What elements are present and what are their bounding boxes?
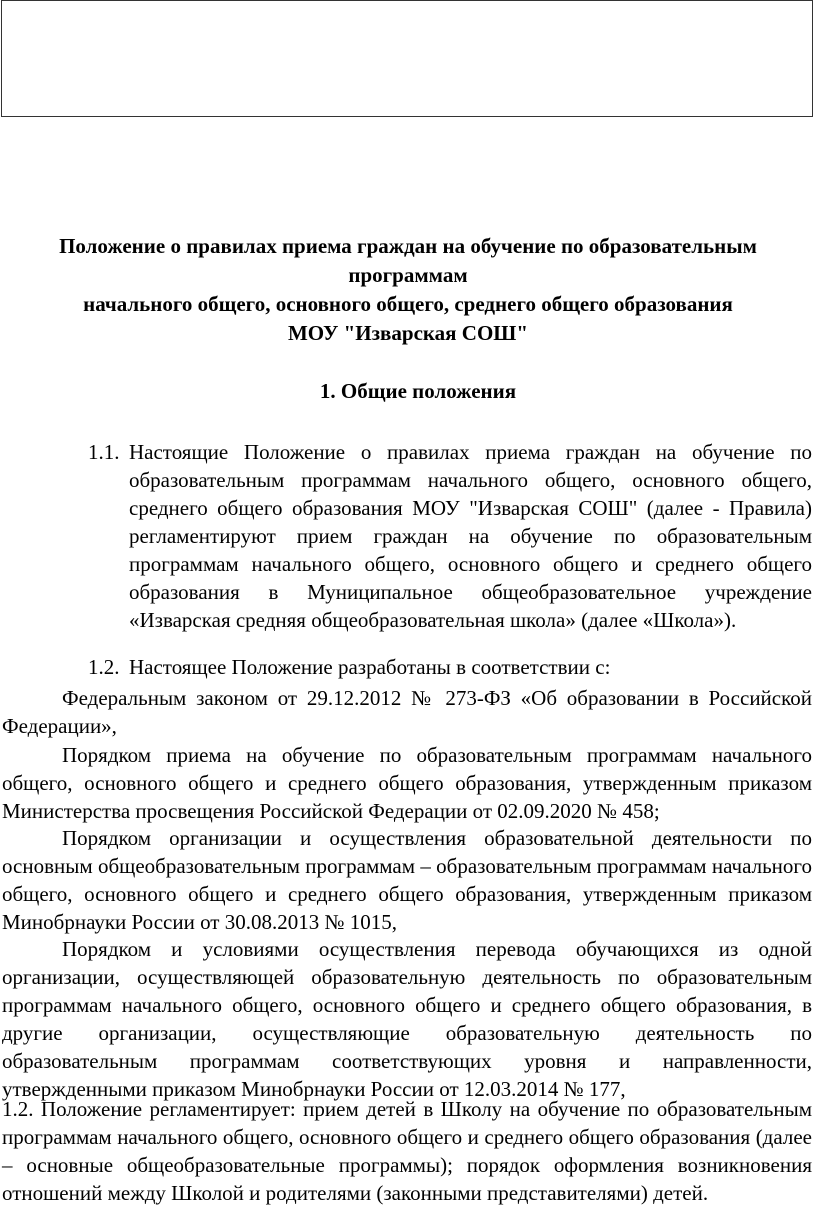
item-number: 1.2. bbox=[88, 655, 120, 679]
paragraph: Федеральным законом от 29.12.2012 № 273-ФЗ «Об образовании в Российской Федерации», bbox=[2, 686, 812, 738]
title-line: МОУ "Изварская СОШ" bbox=[287, 321, 529, 345]
section-heading: 1. Общие положения bbox=[319, 379, 517, 403]
title-line: программам bbox=[348, 263, 468, 287]
title-line: начального общего, основного общего, среднего общего образования bbox=[83, 292, 733, 316]
item-1-2-text: Настоящее Положение разработаны в соответствии с: bbox=[129, 655, 611, 679]
item-1-1-text: Настоящие Положение о правилах приема граждан на обучение по образовательным программам начального общего, основного общего, среднего общего образования МОУ "Изварская СОШ" (далее - Правила) регламентируют прием граждан на обучение по образовательным программам начального общего, основного общего и среднего общего образования в Муниципальное общеобразовательное учреждение «Изварская средняя общеобразовательная школа» (далее «Школа»). bbox=[129, 440, 812, 632]
paragraph: 1.2. Положение регламентирует: прием детей в Школу на обучение по образовательным программам начального общего, основного общего и среднего общего образования (далее – основные общеобразовательные программы); порядок оформления возникновения отношений между Школой и родителями (законными представителями) детей. bbox=[2, 1097, 812, 1205]
title-line: Положение о правилах приема граждан на обучение по образовательным bbox=[59, 234, 757, 258]
paragraph: Порядком приема на обучение по образовательным программам начального общего, основного общего и среднего общего образования, утвержденным приказом Министерства просвещения Российской Федерации от 02.09.2020 № 458; bbox=[2, 743, 812, 823]
item-number: 1.1. bbox=[88, 440, 120, 464]
document-title bbox=[0, 232, 816, 348]
paragraph: Порядком и условиями осуществления перевода обучающихся из одной организации, осуществляющей образовательную деятельность по образовательным программам начального общего, основного общего и среднего общего образования, в другие организации, осуществляющие образовательную деятельность по образовательным программам соответствующих уровня и направленности, утвержденными приказом Минобрнауки России от 12.03.2014 № 177, bbox=[2, 937, 812, 1101]
header-frame bbox=[1, 0, 813, 117]
paragraph: Порядком организации и осуществления образовательной деятельности по основным общеобразовательным программам – образовательным программам начального общего, основного общего и среднего общего образования, утвержденным приказом Минобрнауки России от 30.08.2013 № 1015, bbox=[2, 826, 812, 934]
